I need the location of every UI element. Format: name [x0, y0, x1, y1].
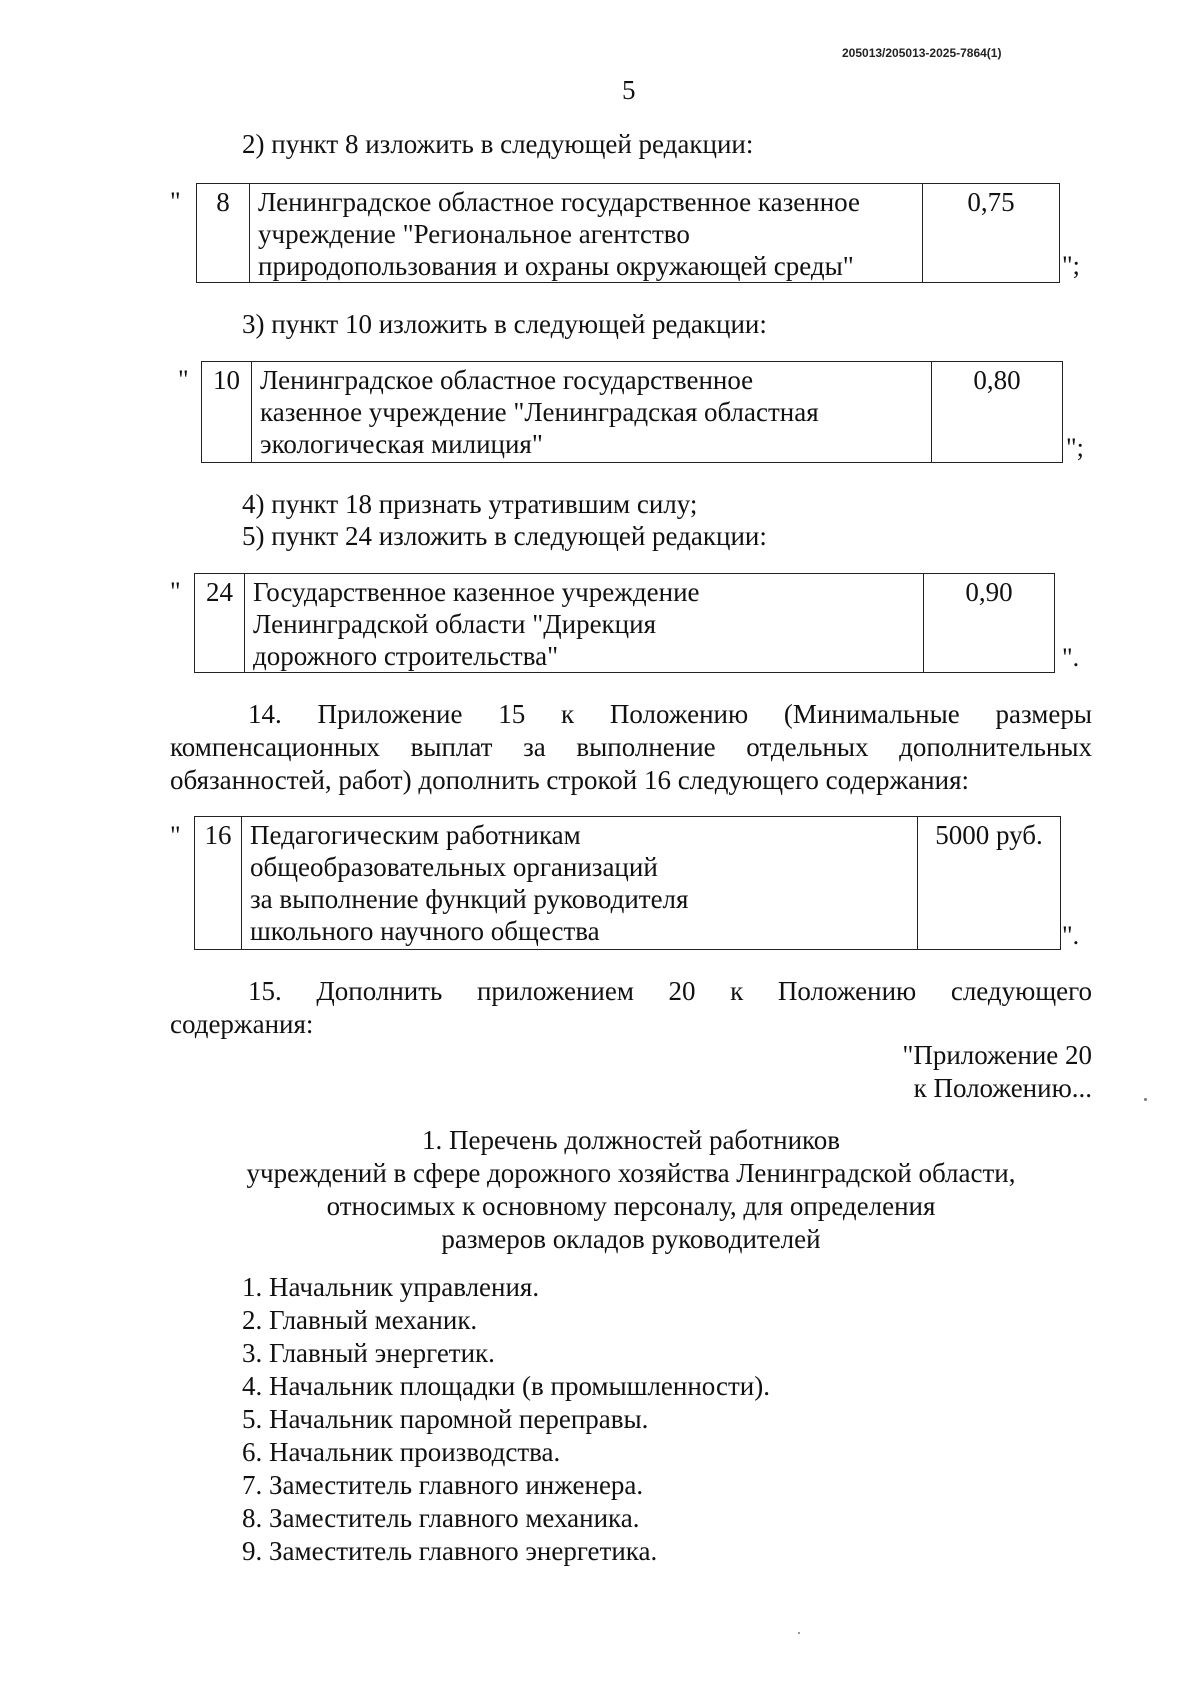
coefficient-value: 0,90: [924, 574, 1055, 673]
list-item: 8. Заместитель главного механика.: [242, 1503, 640, 1533]
coefficient-value: 0,80: [932, 362, 1063, 463]
amendment-item-3: 3) пункт 10 изложить в следующей редакции:: [242, 309, 767, 339]
close-quote: ".: [1062, 643, 1080, 672]
list-heading-line-4: размеров окладов руководителей: [441, 1224, 821, 1254]
scan-speck: [798, 1632, 800, 1634]
row-number: 16: [195, 817, 242, 950]
list-item: 1. Начальник управления.: [242, 1272, 540, 1302]
close-quote: ";: [1062, 251, 1080, 280]
page-number: 5: [622, 75, 636, 105]
list-item: 7. Заместитель главного инженера.: [242, 1470, 644, 1500]
list-heading-line-3: относимых к основному персоналу, для определения: [326, 1191, 936, 1221]
list-item: 4. Начальник площадки (в промышленности).: [242, 1371, 770, 1401]
close-quote: ".: [1062, 921, 1080, 950]
paragraph-15-line-2: содержания:: [170, 1009, 314, 1039]
list-heading-line-2: учреждений в сфере дорожного хозяйства Ленинградской области,: [246, 1158, 1016, 1188]
list-item: 3. Главный энергетик.: [242, 1338, 495, 1368]
amendment-item-2: 2) пункт 8 изложить в следующей редакции:: [242, 129, 754, 159]
paragraph-14-line-3: обязанностей, работ) дополнить строкой 16 следующего содержания:: [170, 765, 970, 795]
paragraph-14-line-2: компенсационных выплат за выполнение отдельных дополнительных: [170, 732, 1092, 762]
row-number: 24: [195, 574, 245, 673]
table-row-8: [196, 183, 1060, 283]
compensation-description: Педагогическим работникам общеобразовательных организаций за выполнение функций руководителя школьного научного общества: [242, 817, 918, 950]
open-quote: ": [170, 577, 181, 606]
open-quote: ": [170, 187, 181, 216]
paragraph-15-line-1: 15. Дополнить приложением 20 к Положению следующего: [248, 976, 1092, 1006]
scan-speck: [1144, 1098, 1147, 1101]
table-row-16: [194, 816, 1061, 950]
document-id: 205013/205013-2025-7864(1): [842, 46, 1002, 60]
table-row-10: [201, 361, 1063, 463]
row-number: 8: [197, 184, 250, 283]
table-row-24: [194, 573, 1055, 673]
open-quote: ": [170, 821, 181, 850]
compensation-amount: 5000 руб.: [918, 817, 1061, 950]
coefficient-value: 0,75: [923, 184, 1060, 283]
amendment-item-5: 5) пункт 24 изложить в следующей редакции:: [242, 521, 767, 551]
institution-name: Ленинградское областное государственное казенное учреждение "Региональное агентство природопользования и охраны окружающей среды": [250, 184, 923, 283]
list-item: 5. Начальник паромной переправы.: [242, 1404, 649, 1434]
list-item: 6. Начальник производства.: [242, 1437, 561, 1467]
list-item: 9. Заместитель главного энергетика.: [242, 1536, 658, 1566]
open-quote: ": [178, 365, 189, 394]
institution-name: Государственное казенное учреждение Ленинградской области "Дирекция дорожного строительства": [245, 574, 924, 673]
paragraph-14-line-1: 14. Приложение 15 к Положению (Минимальные размеры: [248, 699, 1092, 729]
appendix-subtitle: к Положению...: [913, 1073, 1092, 1103]
appendix-title: "Приложение 20: [902, 1040, 1092, 1070]
institution-name: Ленинградское областное государственное казенное учреждение "Ленинградская областная экологическая милиция": [252, 362, 932, 463]
close-quote: ";: [1066, 433, 1084, 462]
list-heading-line-1: 1. Перечень должностей работников: [421, 1125, 841, 1155]
amendment-item-4: 4) пункт 18 признать утратившим силу;: [242, 489, 698, 519]
list-item: 2. Главный механик.: [242, 1305, 478, 1335]
row-number: 10: [202, 362, 252, 463]
